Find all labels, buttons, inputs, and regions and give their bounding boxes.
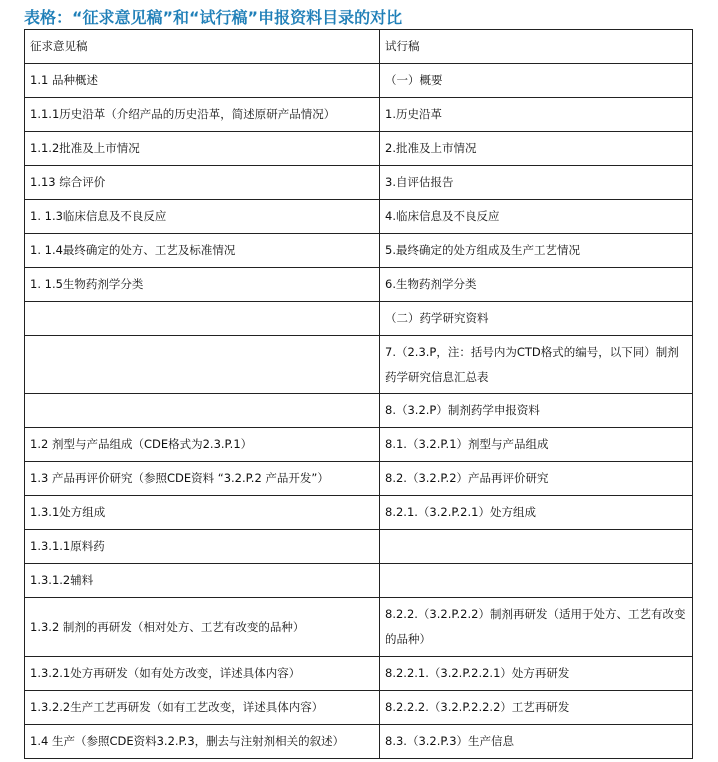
table-title: 表格：“征求意见稿”和“试行稿”申报资料目录的对比 — [24, 8, 403, 27]
cell-trial: 8.2.2.（3.2.P.2.2）制剂再研发（适用于处方、工艺有改变的品种） — [380, 598, 693, 657]
cell-trial: 6.生物药剂学分类 — [380, 268, 693, 302]
table-row — [25, 166, 693, 200]
cell-trial: 8.1.（3.2.P.1）剂型与产品组成 — [380, 428, 693, 462]
table-row — [25, 657, 693, 691]
cell-draft: 1. 1.3临床信息及不良反应 — [25, 200, 380, 234]
table-row — [25, 725, 693, 759]
cell-trial: （一）概要 — [380, 64, 693, 98]
cell-draft: 1.1 品种概述 — [25, 64, 380, 98]
cell-draft: 1. 1.5生物药剂学分类 — [25, 268, 380, 302]
header-draft: 征求意见稿 — [25, 30, 380, 64]
cell-trial: 4.临床信息及不良反应 — [380, 200, 693, 234]
cell-trial: 8.（3.2.P）制剂药学申报资料 — [380, 394, 693, 428]
cell-trial: 3.自评估报告 — [380, 166, 693, 200]
cell-trial — [380, 530, 693, 564]
cell-trial: 5.最终确定的处方组成及生产工艺情况 — [380, 234, 693, 268]
cell-trial — [380, 564, 693, 598]
cell-draft: 1.1.1历史沿革（介绍产品的历史沿革，简述原研产品情况） — [25, 98, 380, 132]
table-header-row — [25, 30, 693, 64]
comparison-table — [24, 29, 693, 759]
table-row — [25, 394, 693, 428]
cell-trial: 8.3.（3.2.P.3）生产信息 — [380, 725, 693, 759]
cell-draft: 1.3.2.1处方再研发（如有处方改变，详述具体内容） — [25, 657, 380, 691]
cell-trial: 1.历史沿革 — [380, 98, 693, 132]
cell-draft: 1.3.2 制剂的再研发（相对处方、工艺有改变的品种） — [25, 598, 380, 657]
cell-draft — [25, 302, 380, 336]
cell-draft: 1.1.2批准及上市情况 — [25, 132, 380, 166]
cell-draft: 1.2 剂型与产品组成（CDE格式为2.3.P.1） — [25, 428, 380, 462]
cell-trial: 8.2.2.2.（3.2.P.2.2.2）工艺再研发 — [380, 691, 693, 725]
table-row — [25, 530, 693, 564]
cell-trial: （二）药学研究资料 — [380, 302, 693, 336]
cell-draft: 1.13 综合评价 — [25, 166, 380, 200]
cell-trial: 2.批准及上市情况 — [380, 132, 693, 166]
table-row — [25, 200, 693, 234]
table-row — [25, 268, 693, 302]
table-row — [25, 564, 693, 598]
cell-draft: 1.3 产品再评价研究（参照CDE资料 “3.2.P.2 产品开发”） — [25, 462, 380, 496]
cell-draft: 1.4 生产（参照CDE资料3.2.P.3，删去与注射剂相关的叙述） — [25, 725, 380, 759]
table-row — [25, 691, 693, 725]
table-row — [25, 98, 693, 132]
cell-trial: 8.2.1.（3.2.P.2.1）处方组成 — [380, 496, 693, 530]
table-row — [25, 302, 693, 336]
cell-trial: 8.2.2.1.（3.2.P.2.2.1）处方再研发 — [380, 657, 693, 691]
cell-draft: 1.3.1处方组成 — [25, 496, 380, 530]
table-row — [25, 496, 693, 530]
table-row — [25, 64, 693, 98]
cell-draft: 1. 1.4最终确定的处方、工艺及标准情况 — [25, 234, 380, 268]
cell-draft: 1.3.1.2辅料 — [25, 564, 380, 598]
cell-trial: 7.（2.3.P，注：括号内为CTD格式的编号，以下同）制剂药学研究信息汇总表 — [380, 336, 693, 394]
table-row — [25, 132, 693, 166]
cell-draft: 1.3.2.2生产工艺再研发（如有工艺改变，详述具体内容） — [25, 691, 380, 725]
table-row — [25, 598, 693, 657]
cell-draft — [25, 394, 380, 428]
cell-draft — [25, 336, 380, 394]
table-row — [25, 428, 693, 462]
table-row — [25, 336, 693, 394]
cell-trial: 8.2.（3.2.P.2）产品再评价研究 — [380, 462, 693, 496]
table-row — [25, 234, 693, 268]
cell-draft: 1.3.1.1原料药 — [25, 530, 380, 564]
table-row — [25, 462, 693, 496]
header-trial: 试行稿 — [380, 30, 693, 64]
